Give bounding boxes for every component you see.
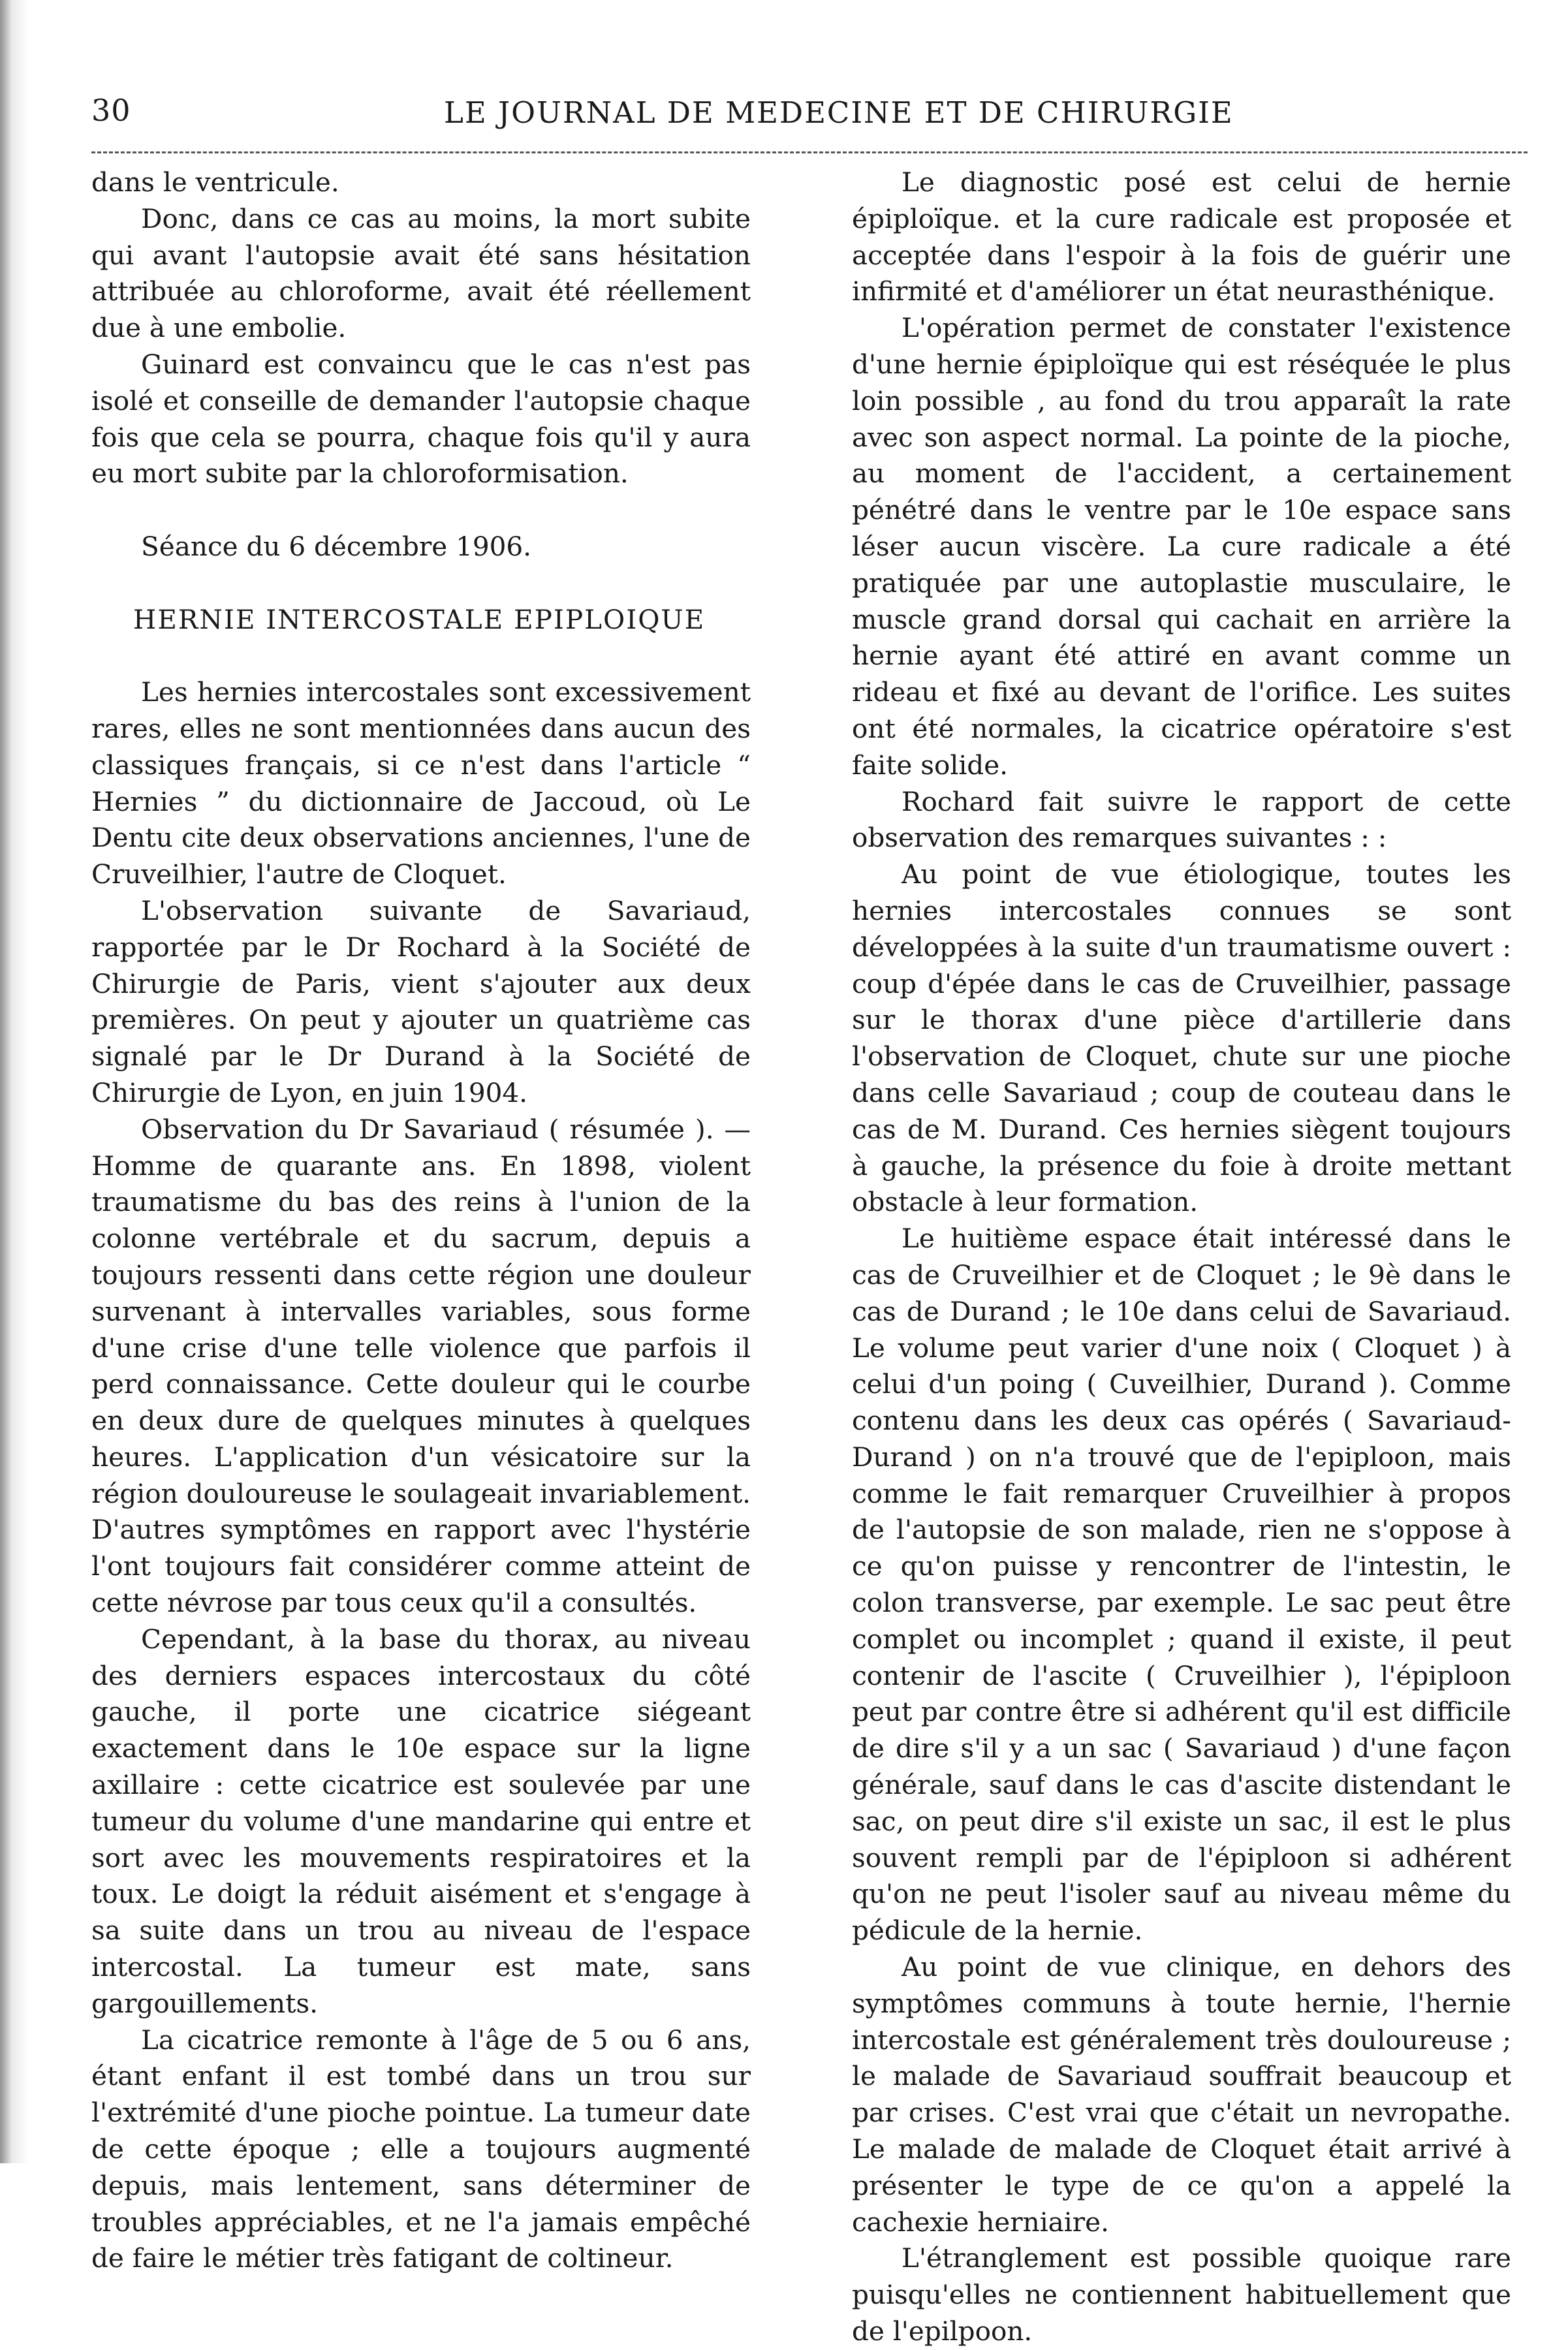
running-head: LE JOURNAL DE MEDECINE ET DE CHIRURGIE	[444, 95, 1234, 130]
header-rule	[91, 151, 1528, 153]
paragraph: Au point de vue clinique, en dehors des symptômes communs à toute hernie, l'hernie intercostale est généralement très douloureuse ; le malade de Savariaud souffrait beaucoup et par crises. C'est vrai que c'était un nevropathe. Le malade de malade de Cloquet était arrivé à présenter le type de ce qu'on a appelé la cachexie herniaire.	[852, 1951, 1511, 2238]
paragraph: Les hernies intercostales sont excessivement rares, elles ne sont mentionnées dans aucun des classiques français, si ce n'est dans l'article “ Hernies ” du dictionnaire de Jaccoud, où Le Dentu cite deux observations anciennes, l'une de Cruveilhier, l'autre de Cloquet.	[91, 676, 751, 890]
spacer	[91, 492, 751, 529]
paragraph: L'opération permet de constater l'existence d'une hernie épiploïque qui est réséquée le plus loin possible , au fond du trou apparaît la rate avec son aspect normal. La pointe de la pioche, au moment de l'accident, a certainement pénétré dans le ventre par le 10e espace sans léser aucun viscère. La cure radicale a été pratiquée par une autoplastie musculaire, le muscle grand dorsal qui cachait en arrière la hernie ayant été attiré en avant comme un rideau et fixé au devant de l'orifice. Les suites ont été normales, la cicatrice opératoire s'est faite solide.	[852, 312, 1511, 781]
paragraph: La cicatrice remonte à l'âge de 5 ou 6 ans, étant enfant il est tombé dans un trou sur l'extrémité d'une pioche pointue. La tumeur date de cette époque ; elle a toujours augmenté depuis, mais lentement, sans déterminer de troubles appréciables, et ne l'a jamais empêché de faire le métier très fatigant de coltineur.	[91, 2024, 751, 2274]
left-column	[91, 164, 751, 2277]
paragraph: dans le ventricule.	[91, 166, 339, 198]
paragraph: Cependant, à la base du thorax, au niveau des derniers espaces intercostaux du côté gauche, il porte une cicatrice siégeant exactement dans le 10e espace sur la ligne axillaire : cette cicatrice est soulevée par une tumeur du volume d'une mandarine qui entre et sort avec les mouvements respiratoires et la toux. Le doigt la réduit aisément et s'engage à sa suite dans un trou au niveau de l'espace intercostal. La tumeur est mate, sans gargouillements.	[91, 1623, 751, 2019]
spacer	[91, 565, 751, 602]
paragraph: Donc, dans ce cas au moins, la mort subite qui avant l'autopsie avait été sans hésitation attribuée au chloroforme, avait été réellement due à une embolie.	[91, 202, 751, 344]
paragraph: Guinard est convaincu que le cas n'est pas isolé et conseille de demander l'autopsie chaque fois que cela se pourra, chaque fois qu'il y aura eu mort subite par la chloroformisation.	[91, 348, 751, 490]
right-column	[852, 164, 1511, 2350]
paragraph: L'étranglement est possible quoique rare puisqu'elles ne contiennent habituellement que de l'epilpoon.	[852, 2242, 1511, 2347]
paragraph: L'observation suivante de Savariaud, rapportée par le Dr Rochard à la Société de Chirurgie de Paris, vient s'ajouter aux deux premières. On peut y ajouter un quatrième cas signalé par le Dr Durand à la Société de Chirurgie de Lyon, en juin 1904.	[91, 894, 751, 1108]
paragraph: Le diagnostic posé est celui de hernie épiploïque. et la cure radicale est proposée et acceptée dans l'espoir à la fois de guérir une infirmité et d'améliorer un état neurasthénique.	[852, 166, 1511, 307]
paragraph: Le huitième espace était intéressé dans le cas de Cruveilhier et de Cloquet ; le 9è dans le cas de Durand ; le 10e dans celui de Savariaud. Le volume peut varier d'une noix ( Cloquet ) à celui d'un poing ( Cuveilhier, Durand ). Comme contenu dans les deux cas opérés ( Savariaud-Durand ) on n'a trouvé que de l'epiploon, mais comme le fait remarquer Cruveilhier à propos de l'autopsie de son malade, rien ne s'oppose à ce qu'on puisse y rencontrer de l'intestin, le colon transverse, par exemple. Le sac peut être complet ou incomplet ; quand il existe, il peut contenir de l'ascite ( Cruveilhier ), l'épiploon peut par contre être si adhérent qu'il est difficile de dire s'il y a un sac ( Savariaud ) d'une façon générale, sauf dans le cas d'ascite distendant le sac, on peut dire s'il existe un sac, il est le plus souvent rempli par de l'épiploon si adhérent qu'on ne peut l'isoler sauf au niveau même du pédicule de la hernie.	[852, 1223, 1511, 1947]
page-number: 30	[91, 93, 131, 128]
paragraph: Rochard fait suivre le rapport de cette observation des remarques suivantes : :	[852, 785, 1511, 854]
spacer	[91, 638, 751, 674]
scan-binding-edge	[0, 0, 29, 2163]
paragraph: Au point de vue étiologique, toutes les hernies intercostales connues se sont développées à la suite d'un traumatisme ouvert : coup d'épée dans le cas de Cruveilhier, passage sur le thorax d'une pièce d'artillerie dans l'observation de Cloquet, chute sur une pioche dans celle Savariaud ; coup de couteau dans le cas de M. Durand. Ces hernies siègent toujours à gauche, la présence du foie à droite mettant obstacle à leur formation.	[852, 858, 1511, 1218]
paragraph: Observation du Dr Savariaud ( résumée ). — Homme de quarante ans. En 1898, violent traumatisme du bas des reins à l'union de la colonne vertébrale et du sacrum, depuis a toujours ressenti dans cette région une douleur survenant à intervalles variables, sous forme d'une crise d'une telle violence que parfois il perd connaissance. Cette douleur qui le courbe en deux dure de quelques minutes à quelques heures. L'application d'un vésicatoire sur la région douloureuse le soulageait invariablement. D'autres symptômes en rapport avec l'hystérie l'ont toujours fait considérer comme atteint de cette névrose par tous ceux qu'il a consultés.	[91, 1113, 751, 1619]
session-date: Séance du 6 décembre 1906.	[141, 530, 532, 562]
section-heading: HERNIE INTERCOSTALE EPIPLOIQUE	[133, 603, 706, 635]
